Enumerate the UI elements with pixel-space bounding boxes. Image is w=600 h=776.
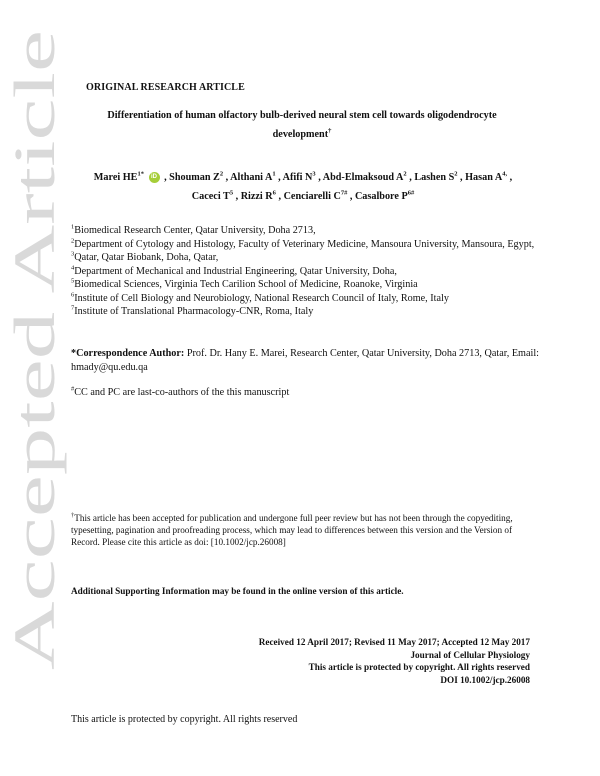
accept-text: This article has been accepted for publication and undergone full peer review but has not been through the copyediting, typesetting, pagination and proofreading process, which may lead to differences between this version and the Version of Record. Please cite this article as doi: [10.1002/jcp.26008]: [71, 513, 513, 547]
affiliation-num: 5: [71, 277, 75, 285]
affiliation-item: [71, 292, 541, 306]
author-name: , Casalbore P: [349, 191, 408, 202]
author-name: Caceci T: [191, 191, 230, 202]
publication-info: [150, 636, 530, 686]
author-name: , Lashen S: [409, 172, 455, 183]
correspondence: [71, 347, 541, 375]
author-line-2: [66, 187, 540, 206]
article-title: [72, 106, 532, 144]
affiliation-num: 2: [71, 237, 75, 245]
supporting-info: Additional Supporting Information may be found in the online version of this article.: [71, 586, 404, 596]
orcid-icon[interactable]: iD: [149, 172, 160, 183]
received-dates: Received 12 April 2017; Revised 11 May 2017; Accepted 12 May 2017: [258, 637, 530, 647]
author-sup: 2: [403, 170, 407, 178]
journal-name: Journal of Cellular Physiology: [410, 649, 530, 660]
title-line-2: [72, 125, 532, 144]
affiliation-item: [71, 238, 541, 252]
affiliation-num: 7: [71, 304, 75, 312]
accepted-article-watermark: [0, 20, 75, 720]
affiliation-text: Department of Mechanical and Industrial Engineering, Qatar University, Doha,: [74, 265, 397, 277]
correspondence-label: *Correspondence Author:: [71, 348, 185, 359]
author-name: ,: [509, 172, 513, 183]
author-sup: 6: [272, 189, 276, 197]
title-line-1: Differentiation of human olfactory bulb-derived neural stem cell towards oligodendrocyte: [107, 110, 497, 121]
correspondence-text: Prof. Dr. Hany E. Marei, Research Center, Qatar University, Doha 2713, Qatar, Email: hmady@qu.edu.qa: [71, 348, 539, 373]
author-name: , Afifi N: [278, 172, 313, 183]
author-sup: 1*: [137, 170, 144, 178]
affiliation-num: 4: [71, 264, 75, 272]
title-mark: †: [328, 127, 332, 135]
doi: DOI 10.1002/jcp.26008: [440, 674, 530, 685]
watermark-text: Accepted Article: [2, 278, 67, 670]
affiliation-text: Institute of Cell Biology and Neurobiology, National Research Council of Italy, Rome, Italy: [74, 292, 449, 304]
affiliation-num: 1: [71, 223, 75, 231]
author-name: , Cenciarelli C: [278, 191, 341, 202]
affiliation-num: 3: [71, 250, 75, 258]
accept-mark: †: [71, 511, 75, 519]
author-sup: 7#: [340, 189, 348, 197]
cc-mark: #: [71, 385, 75, 393]
affiliation-text: Qatar, Qatar Biobank, Doha, Qatar,: [74, 252, 219, 263]
page-footer: This article is protected by copyright. All rights reserved: [71, 714, 298, 725]
affiliation-item: [71, 278, 541, 292]
author-name: , Althani A: [225, 172, 273, 183]
author-sup: 6#: [407, 189, 415, 197]
author-sup: 5: [229, 189, 234, 197]
author-line-1: [66, 168, 540, 187]
author-sup: 4,: [502, 170, 508, 178]
affiliation-item: [71, 251, 541, 265]
author-list: [66, 168, 540, 206]
author-sup: 1: [272, 170, 276, 178]
author-sup: 2: [219, 170, 224, 178]
author-name: , Shouman Z: [164, 172, 220, 183]
author-name: , Rizzi R: [235, 191, 273, 202]
affiliation-text: Institute of Translational Pharmacology-CNR, Roma, Italy: [74, 306, 314, 317]
cc-text: CC and PC are last-co-authors of the this manuscript: [74, 387, 290, 398]
co-author-note: [71, 387, 541, 398]
author-name: , Hasan A: [460, 172, 503, 183]
author-name: Marei HE: [93, 172, 138, 183]
affiliation-item: [71, 305, 541, 319]
author-name: , Abd-Elmaksoud A: [318, 172, 404, 183]
affiliation-text: Biomedical Research Center, Qatar University, Doha 2713,: [74, 225, 316, 236]
affiliation-num: 6: [71, 291, 75, 299]
copyright-notice: This article is protected by copyright. All rights reserved: [308, 662, 530, 673]
author-sup: 2: [454, 170, 458, 178]
affiliation-item: [71, 265, 541, 279]
affiliation-text: Biomedical Sciences, Virginia Tech Carilion School of Medicine, Roanoke, Virginia: [74, 279, 418, 290]
acceptance-note: [71, 512, 533, 548]
author-sup: 3: [312, 170, 316, 178]
article-type: ORIGINAL RESEARCH ARTICLE: [86, 82, 245, 93]
affiliations: [71, 224, 541, 319]
title-line-2-text: development: [272, 129, 329, 140]
affiliation-item: [71, 224, 541, 238]
affiliation-text: Department of Cytology and Histology, Faculty of Veterinary Medicine, Mansoura University, Mansoura, Egypt,: [74, 238, 535, 250]
